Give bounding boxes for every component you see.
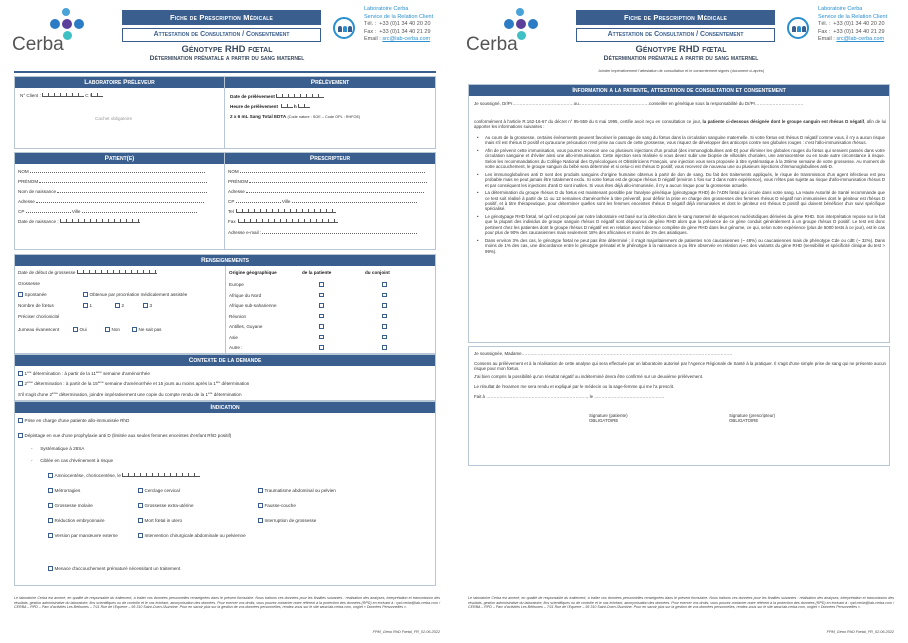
allo-immunisee-checkbox[interactable] (18, 418, 23, 423)
event-checkbox[interactable] (258, 518, 263, 523)
legal-notice: Le laboratoire Cerba est amené, en qualité de responsable du traitement, à traiter vos données personnelles renseignées dans le présent formulaire. Nous traitons ces données pour les finalités suivantes : réalisation des analyses, interprétation et transmission des résultats, gestion administrative du laboratoire, fins scientifiques ou de contrôle et le cas échéant, anonymisation des données. Pour exercer vos droits, vous pouvez contacter notre référent à la protection des données (RPD) en écrivant à : rpd.cerba@lab-cerba.com / CERBA – RPD – Parc d'activités Les Béthunes – 7/11 Rue de l'Equerre – 95 310 Saint-Ouen-l'Aumône. Pour en savoir plus sur la gestion de vos données personnelles, rendez-vous sur le site www.lab-cerba.com, onglet « Données Personnelles ». (468, 596, 894, 610)
patient-dob-field[interactable] (60, 219, 140, 223)
foetus-1-label: 1 (89, 303, 93, 308)
patient-naissance-field[interactable] (57, 189, 207, 193)
fax-value: +33 (0)1 34 40 21 29 (833, 28, 885, 35)
origine-label: Antilles, Guyane (229, 324, 263, 329)
consent-name-line[interactable]: Je soussignée, Madame……………………………………………………………………………………………………………………………… (474, 351, 733, 356)
depistage-checkbox[interactable] (18, 433, 23, 438)
test-heading (0, 44, 454, 62)
event-option (138, 503, 194, 508)
origine-conjoint-checkbox[interactable] (382, 335, 387, 340)
opt2-sup2: ème (97, 380, 104, 384)
information-bullet: • La détermination du groupe rhésus D du fœtus est maintenant possible par l'analyse génétique (génotypage RHD) de l'ADN fœtal qui circule dans votre sang. La Haute Autorité de Santé recommande que ce test soit réalisé à partir de 11 ou 12 semaines d'aménorrhée à titre préventif, pour définir la prise en charge des grossesses des femmes rhésus D négatif non immunisées dont le géniteur est rhésus D positif, et à titre thérapeutique, pour déterminer quelles sont les femmes enceintes rhésus D négatif déjà immunisées et dont le géniteur est rhésus D positif qui doivent bénéficier d'un suivi spécifique spécialisé. (475, 190, 885, 212)
allo-immunisee-label: Prise en charge d'une patiente allo-immunisée RhD (24, 418, 130, 423)
fait-a-line[interactable]: Fait à ……………………………………………………………, le ………………………………………… (474, 394, 665, 399)
note-sup: ème (52, 391, 58, 395)
contact-lab: Laboratoire Cerba (818, 6, 863, 12)
date-prelevement-field[interactable] (276, 94, 324, 98)
chorionicite-label: Préciser chorionicité (18, 314, 60, 319)
stamp-area: Cachet obligatoire (95, 116, 133, 121)
event-checkbox[interactable] (48, 533, 53, 538)
second-determination-checkbox[interactable] (18, 381, 23, 386)
origine-row (229, 292, 429, 303)
form-title: Fiche de Prescription Médicale (576, 10, 775, 25)
event-label: Interruption de grossesse (264, 518, 317, 523)
event-label: Réduction embryonnaire (54, 518, 105, 523)
fax-value: +33 (0)1 34 40 21 29 (379, 28, 431, 35)
sig-patiente-required: OBLIGATOIRE (589, 418, 619, 424)
event-option (138, 488, 180, 493)
origine-label: Europe (229, 282, 244, 287)
origine-patiente-checkbox[interactable] (319, 345, 324, 350)
consultant-statement: Je soussigné, Dr/Pr……………………………………ou…………………………………………conseiller en génétique sous la responsabilité du Dr/Pr…………………………… (474, 101, 804, 106)
event-option (48, 518, 105, 523)
jumeau-non-label: Non (111, 327, 120, 332)
information-bullet: • Au cours de la grossesse, certains événements peuvent favoriser le passage de sang du fœtus dans la circulation sanguine maternelle. Si votre fœtus est rhésus D négatif comme vous, il n'y a aucun risque mais s'il est rhésus D positif et qu'aucune précaution n'est prise au cours de cette grossesse, vous risquez de développer des anticorps contre ses globules rouges : c'est l'allo-immunisation rhésus. (475, 135, 885, 146)
contact-service: Service de la Relation Client (818, 13, 888, 20)
email-label: Email : (364, 36, 381, 42)
event-option (138, 518, 182, 523)
prescripteur-adresse-field[interactable] (246, 189, 424, 193)
prescripteur-fax-field[interactable] (238, 219, 338, 223)
origine-list (229, 281, 429, 355)
opt2-text: détermination : à partir de la 15 (34, 381, 98, 386)
cert-text2: , afin de lui apporter les informations suivantes : (474, 119, 886, 130)
logo-text: Cerba (466, 34, 518, 55)
prescripteur-tel-label: Tel (228, 209, 234, 214)
origine-label: Autre : (229, 345, 243, 350)
debut-grossesse-field[interactable] (77, 270, 157, 274)
origine-label: Réunion (229, 313, 247, 319)
prescripteur-email-field[interactable] (262, 230, 417, 234)
origine-label: Afrique du Nord (229, 292, 262, 298)
opt1-text: détermination : à partir de la 11 (32, 371, 96, 376)
information-bullet: • Dans environ 3% des cas, le génotype fœtal ne peut pas être déterminé ; il s'agit majoritairement de patientes non caucasiennes (~ 48%) ou caucasiennes mais de phénotype Cde ou cdE (~ 32%). Dans moins de 1% des cas, une discordance entre le génotype prénatal et le phénotype à la naissance a pu être observée en relation avec des variants du gène RHD (sensibilité et spécificité clinique du test > 99%). (475, 238, 885, 254)
foetus-3-label: 3 (149, 303, 153, 308)
prescripteur-header: Prescripteur (225, 153, 435, 164)
event-checkbox[interactable] (138, 518, 143, 523)
event-label: Grossesse molaire (54, 503, 93, 508)
contexte-section (14, 354, 436, 401)
origine-conjoint-checkbox[interactable] (382, 293, 387, 298)
fax-label: Fax : (364, 28, 377, 35)
opt2-sup: ème (27, 380, 33, 384)
consent-section (468, 346, 890, 466)
origine-conjoint-checkbox[interactable] (382, 303, 387, 308)
test-subtitle: Détermination prénatale a partir du sang maternel (149, 55, 305, 62)
pma-label: Obtenue par procréation médicalement assistée (89, 292, 188, 297)
client-label: N° Client : (20, 93, 41, 98)
test-heading (454, 44, 908, 62)
client-suffix: C / (85, 93, 92, 98)
patient-prenom-field[interactable] (39, 179, 207, 183)
event-option (48, 503, 93, 508)
origine-conjoint-checkbox[interactable] (382, 345, 387, 350)
sig-prescripteur-required: OBLIGATOIRE (729, 418, 759, 424)
event-option (138, 533, 246, 538)
event-checkbox[interactable] (258, 503, 263, 508)
contact-block (818, 6, 887, 44)
date-prelevement-label: Date de prélèvement (230, 94, 275, 99)
foetus-3-checkbox[interactable] (143, 303, 148, 308)
patient-naissance-label: Nom de naissance (18, 189, 57, 194)
event-checkbox[interactable] (48, 518, 53, 523)
event-checkbox[interactable] (48, 488, 53, 493)
contact-service: Service de la Relation Client (364, 13, 434, 20)
foetus-2-label: 2 (121, 303, 125, 308)
event-checkbox[interactable] (48, 503, 53, 508)
patient-dob-label: Date de naissance : (18, 219, 59, 224)
amnio-date-field[interactable] (122, 473, 200, 477)
prescripteur-nom-field[interactable] (240, 169, 425, 173)
email-label: Email : (818, 36, 835, 42)
jumeau-oui-checkbox[interactable] (73, 327, 78, 332)
document-reference: FPM_Géno RhD Fœtal_FR_02.06.2022 (372, 630, 440, 634)
information-bullet: • Les immunoglobulines anti D sont des produits sanguins d'origine humaine obtenus à partir de don de sang. Du fait des traitements appliqués, le risque de transmission d'un agent infectieux est peu probable mais ne peut jamais être totalement exclu. Si votre fœtus est de groupe rhésus D négatif (environ 1 fois sur 3 dans notre expérience), vous n'êtes pas sujette au risque d'allo-immunisation rhésus D et par conséquent les injections d'anti D sont inutiles. Si vous êtes déjà allo-immunisée, il n'y a aucun risque pour la grossesse actuelle. (475, 172, 885, 188)
origine-row (229, 334, 429, 345)
event-checkbox[interactable] (138, 533, 143, 538)
event-label: Mort fœtal in utero (144, 518, 183, 523)
menace-checkbox[interactable] (48, 566, 53, 571)
event-label: Version par manœuvre externe (54, 533, 118, 538)
event-option (48, 533, 118, 538)
minute-field[interactable] (298, 104, 310, 108)
contact-people-icon (787, 17, 809, 39)
origine-conjoint-checkbox[interactable] (382, 324, 387, 329)
logo-text: Cerba (12, 34, 64, 55)
consent-page (454, 0, 908, 643)
jumeau-oui-label: Oui (79, 327, 87, 332)
test-subtitle: Détermination prénatale a partir du sang maternel (603, 55, 759, 62)
origine-conjoint-checkbox[interactable] (382, 282, 387, 287)
amnio-checkbox[interactable] (48, 473, 53, 478)
tel-label: Tél. : (364, 21, 377, 27)
first-determination-checkbox[interactable] (18, 371, 23, 376)
event-checkbox[interactable] (138, 488, 143, 493)
prescripteur-nom-label: NOM (228, 169, 239, 174)
origine-patiente-checkbox[interactable] (319, 314, 324, 319)
origine-row (229, 281, 429, 292)
patient-prescripteur-section (14, 152, 436, 250)
consent-result: Le résultat de l'examen me sera rendu et expliqué par le médecin ou la sage-femme qui me l'a prescrit. (474, 384, 675, 389)
header-divider (14, 71, 436, 73)
cert-bold: la patiente ci-dessous désignée dont le groupe sanguin est rhésus D négatif (702, 119, 865, 124)
jumeau-non-checkbox[interactable] (105, 327, 110, 332)
note-text2: détermination, joindre impérativement une copie du compte rendu de la 1 (59, 392, 209, 397)
origine-conjoint-checkbox[interactable] (382, 314, 387, 319)
renseignements-section (14, 254, 436, 354)
document-reference: FPM_Géno RhD Fœtal_FR_02.06.2022 (826, 630, 894, 634)
heure-prelevement-label: Heure de prélèvement (230, 104, 278, 109)
origine-header: Origine géographique (229, 270, 277, 275)
prelevement-header: Prélèvement (225, 77, 435, 88)
contact-people-icon (333, 17, 355, 39)
debut-grossesse-label: Date de début de grossesse (18, 270, 76, 275)
client-key-field[interactable] (91, 93, 103, 97)
origine-row (229, 323, 429, 334)
event-label: Grossesse extra-utérine (144, 503, 194, 508)
ciblee-label: Ciblée en cas d'événement à risque (40, 458, 114, 463)
patient-ville-field[interactable] (82, 209, 197, 213)
pma-checkbox[interactable] (83, 292, 88, 297)
tel-value: +33 (0)1 34 40 20 20 (833, 21, 885, 27)
opt2-num: 2 (24, 381, 28, 386)
patient-adresse-field[interactable] (36, 199, 204, 203)
jumeau-nsp-label: Ne sait pas (138, 327, 162, 332)
information-bullet: • Le génotypage RHD fœtal, tel qu'il est proposé par notre laboratoire est basé sur la détection dans le sang maternel de séquences nucléotidiques dérivées du gène RHD. Son interprétation repose sur le fait que la plupart des individus de groupe sanguin rhésus D négatif sont dépourvus de gène RHD alors que la présence de ce gène conduit généralement à un groupe rhésus D positif. Le test est donc pertinent chez les patientes dont le groupe rhésus D négatif est en relation avec l'absence complète de gène RHD dans leur génome, ce qui, selon notre expérience (plus de 5000 tests à ce jour), est le cas pour plus de 90% des caucasiennes mais seulement 18% des africaines et moins de 1% des asiatiques. (475, 214, 885, 236)
amnio-label: Amniocentèse, choriocentèse, le (54, 473, 121, 478)
cert-text: conformément à l'article R.162-16-67 du décret n° 95-559 du 6 mai 1995, certifie avoir reçu en consultation ce jour, (474, 119, 703, 124)
prescripteur-cp-label: CP (228, 199, 235, 204)
event-option (258, 518, 316, 523)
sample-codes: (Code nature : SGE – Code OPL : RHFOE) (287, 115, 361, 119)
information-header: Information a la patiente, attestation de consultation et consentement (469, 85, 889, 96)
sig-prescripteur-label: Signature (prescripteur) (729, 413, 776, 418)
event-label: Intervention chirurgicale abdominale ou pelvienne (144, 533, 246, 538)
spontanee-label: Spontanée (24, 292, 47, 297)
event-label: Traumatisme abdominal ou pelvien (264, 488, 336, 493)
contact-lab: Laboratoire Cerba (364, 6, 409, 12)
patient-ville-label: Ville (71, 209, 81, 214)
client-number-field[interactable] (42, 93, 84, 97)
sample-type: 2 x 6 mL Sang Total EDTA (230, 114, 287, 119)
origine-patiente-checkbox[interactable] (319, 282, 324, 287)
event-label: Cerclage cervical (144, 488, 180, 493)
prescripteur-adresse-label: Adresse (228, 189, 245, 194)
systematique-label: Systématique à 28SA (40, 446, 85, 451)
indication-header: Indication (15, 402, 435, 413)
prescripteur-cp-field[interactable] (236, 199, 281, 203)
form-title: Fiche de Prescription Médicale (122, 10, 321, 25)
opt2-text2: semaine d'aménorrhée et 15 jours au moins après la 1 (104, 381, 216, 386)
consent-understanding: J'ai bien compris la possibilité qu'un résultat négatif ou indéterminé devra être confirmé sur un deuxième prélèvement. (474, 374, 704, 379)
sig-patiente-label: Signature (patiente) (589, 413, 628, 418)
conjoint-header: du conjoint (365, 270, 390, 275)
event-checkbox[interactable] (258, 488, 263, 493)
hour-field[interactable] (281, 104, 293, 108)
hour-separator: h (293, 104, 297, 109)
signature-patiente[interactable] (589, 413, 709, 424)
opt2-sup3: ère (215, 380, 221, 384)
event-option (258, 488, 336, 493)
test-title: Génotype RHD fœtal (181, 44, 273, 55)
opt1-num: 1 (24, 371, 28, 376)
foetus-1-checkbox[interactable] (83, 303, 88, 308)
prescripteur-ville-field[interactable] (292, 199, 417, 203)
origine-label: Asie (229, 334, 238, 340)
prescripteur-ville-label: Ville (281, 199, 291, 204)
origine-patiente-checkbox[interactable] (319, 324, 324, 329)
note-text: S'il s'agit d'une 2 (18, 392, 53, 397)
join-note: Joindre impérativement l'attestation de consultation et le consentement signés (document ci-après) (597, 69, 765, 73)
origine-patiente-checkbox[interactable] (319, 293, 324, 298)
patient-header: Patient(e) (15, 153, 224, 164)
origine-row (229, 344, 429, 355)
prescripteur-tel-field[interactable] (236, 209, 336, 213)
form-subtitle: Attestation de Consultation / Consentement (122, 28, 321, 42)
contact-block (364, 6, 433, 44)
origine-label: Afrique sub-saharienne (229, 303, 277, 308)
event-label: Métrorragies (54, 488, 81, 493)
certification-statement (474, 119, 886, 130)
patient-adresse-label: Adresse (18, 199, 35, 204)
note-text3: détermination (213, 392, 242, 397)
renseignements-header: Renseignements (15, 255, 435, 266)
event-option (48, 488, 80, 493)
prescripteur-email-label: Adresse e-mail : (228, 230, 262, 235)
jumeau-nsp-checkbox[interactable] (132, 327, 137, 332)
jumeau-label: Jumeau évanescent (18, 327, 60, 332)
information-list (475, 135, 885, 256)
labo-header: Laboratoire Préleveur (15, 77, 224, 88)
patient-nom-label: NOM (18, 169, 29, 174)
tel-value: +33 (0)1 34 40 20 20 (379, 21, 431, 27)
origine-row (229, 313, 429, 324)
test-title: Génotype RHD fœtal (635, 44, 727, 55)
menace-label: Menace d'accouchement prématuré nécessitant un traitement (54, 566, 181, 571)
depistage-label: Dépistage en vue d'une prophylaxie anti D (limitée aux seules femmes enceintes d'enfant RhD positif) (24, 433, 232, 438)
signature-prescripteur[interactable] (729, 413, 849, 424)
patient-prenom-label: PRÉNOM (18, 179, 39, 184)
email-link[interactable]: src@lab-cerba.com (836, 36, 885, 42)
foetus-2-checkbox[interactable] (115, 303, 120, 308)
grossesse-label: Grossesse (18, 281, 40, 286)
form-subtitle: Attestation de Consultation / Consentement (576, 28, 775, 42)
opt2-text3: détermination (221, 381, 250, 386)
patient-cp-field[interactable] (26, 209, 71, 213)
information-bullet: • Afin de prévenir cette immunisation, vous pourrez recevoir une ou plusieurs injections d'un produit (des immunoglobulines anti-D) pour éliminer les globules rouges du fœtus qui seraient passés dans votre circulation sanguine et d'éviter ainsi une allo-immunisation. Cette injection sera réalisée si vous devez subir une biopsie de villosités choriales, une amniocentèse ou en toute autre circonstance à risque. Selon les recommandations du Collège National des Gynécologues et Obstétriciens Français, une injection vous sera proposée à titre systématique à la 28ème semaine de votre grossesse. Au moment de votre accouchement, le groupe sanguin du bébé sera déterminé et si celui-ci est rhésus D positif, vous recevrez de nouveau une ou plusieurs injections d'immunoglobulines anti-D. (475, 148, 885, 170)
indication-section: Indication Prise en charge d'une patiente allo-immunisée RhD Dépistage en vue d'une prophylaxie anti D (limitée aux seules femmes enceintes d'enfant RhD positif) - Systématique à 28SA - Ciblée en cas d'événement à risque Amniocentèse, choriocentèse, le Métrorragies Cerclage cervical Traumatisme abdominal ou pelvien Grossesse molaire Grossesse extra-utérine Fausse-couche Réduction embryonnaire Mort fœtal in utero Interruption de grossesse Version par manœuvre externe Intervention chirurgicale abdominale ou pelvienne Menace d'accouchement prématuré nécessitant un traitement (14, 401, 436, 586)
legal-notice: Le laboratoire Cerba est amené, en qualité de responsable du traitement, à traiter vos données personnelles renseignées dans le présent formulaire. Nous traitons ces données pour les finalités suivantes : réalisation des analyses, interprétation et transmission des résultats, gestion administrative du laboratoire, fins scientifiques ou de contrôle et le cas échéant, anonymisation des données. Pour exercer vos droits, vous pouvez contacter notre référent à la protection des données (RPD) en écrivant à : rpd.cerba@lab-cerba.com / CERBA – RPD – Parc d'activités Les Béthunes – 7/11 Rue de l'Equerre – 95 310 Saint-Ouen-l'Aumône. Pour en savoir plus sur la gestion de vos données personnelles, rendez-vous sur le site www.lab-cerba.com, onglet « Données Personnelles ». (14, 596, 440, 610)
event-option (258, 503, 296, 508)
patient-nom-field[interactable] (30, 169, 205, 173)
labo-prelevement-section (14, 76, 436, 149)
email-link[interactable]: src@lab-cerba.com (382, 36, 431, 42)
patiente-header: de la patiente (302, 270, 332, 275)
spontanee-checkbox[interactable] (18, 292, 23, 297)
patient-cp-label: CP (18, 209, 25, 214)
opt1-text2: semaine d'aménorrhée (103, 371, 150, 376)
tel-label: Tél. : (818, 21, 831, 27)
opt1-sup: ère (27, 370, 32, 374)
fax-label: Fax : (818, 28, 831, 35)
origine-patiente-checkbox[interactable] (319, 335, 324, 340)
event-label: Fausse-couche (264, 503, 296, 508)
note-sup2: ère (208, 391, 213, 395)
contexte-header: Contexte de la demande (15, 355, 435, 366)
prescripteur-fax-label: Fax (228, 219, 236, 224)
information-section (468, 84, 890, 343)
event-checkbox[interactable] (138, 503, 143, 508)
opt1-sup2: ème (95, 370, 102, 374)
prescripteur-prenom-field[interactable] (249, 179, 427, 183)
consent-text: Consens au prélèvement et à la réalisation de cette analyse qui sera effectuée par un laboratoire autorisé par l'Agence Régionale de Santé à la pratiquer. Il s'agit d'une simple prise de sang qui ne présente aucun risque pour mon fœtus. (474, 361, 886, 372)
nb-foetus-label: Nombre de fœtus (18, 303, 54, 308)
origine-row (229, 302, 429, 313)
prescripteur-prenom-label: PRÉNOM (228, 179, 249, 184)
origine-patiente-checkbox[interactable] (319, 303, 324, 308)
